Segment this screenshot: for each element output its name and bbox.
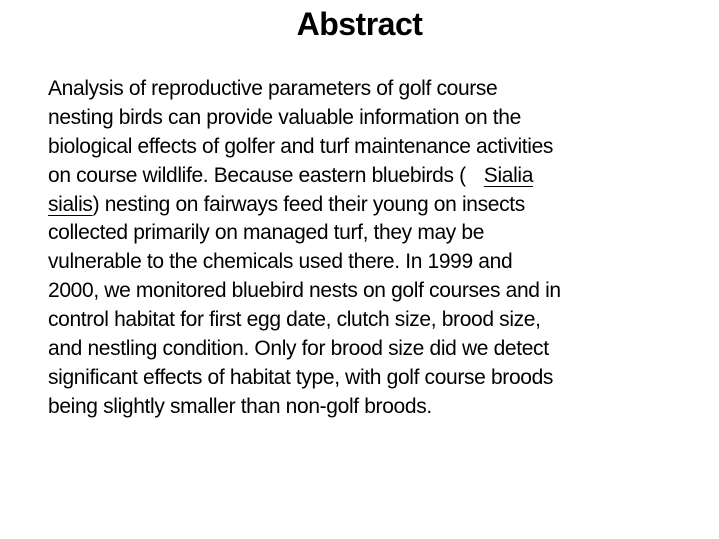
abstract-line-1: Analysis of reproductive parameters of golf course [48, 77, 498, 100]
species-genus: Sialia [483, 163, 534, 187]
abstract-line-9: control habitat for first egg date, clutch size, brood size, [48, 308, 541, 332]
species-epithet: sialis [48, 192, 93, 216]
abstract-line-8: 2000, we monitored bluebird nests on golf courses and in [48, 279, 561, 303]
abstract-line-11: significant effects of habitat type, with golf course broods [48, 365, 554, 389]
abstract-line-4 [48, 162, 688, 191]
abstract-text [48, 75, 688, 422]
abstract-line-3: biological effects of golfer and turf maintenance activities [48, 134, 554, 158]
page-title: Abstract [296, 6, 423, 42]
abstract-line-5 [48, 191, 688, 220]
abstract-line-5-text: ) nesting on fairways feed their young on insects [92, 192, 525, 216]
abstract-line-6: collected primarily on managed turf, they may be [48, 221, 485, 245]
abstract-line-7: vulnerable to the chemicals used there. In 1999 and [48, 250, 513, 274]
abstract-line-10: and nestling condition. Only for brood size did we detect [48, 337, 549, 361]
abstract-line-4-text: on course wildlife. Because eastern bluebirds ( [48, 163, 466, 187]
abstract-line-12: being slightly smaller than non-golf broods. [48, 394, 432, 418]
abstract-line-2: nesting birds can provide valuable information on the [48, 105, 521, 129]
